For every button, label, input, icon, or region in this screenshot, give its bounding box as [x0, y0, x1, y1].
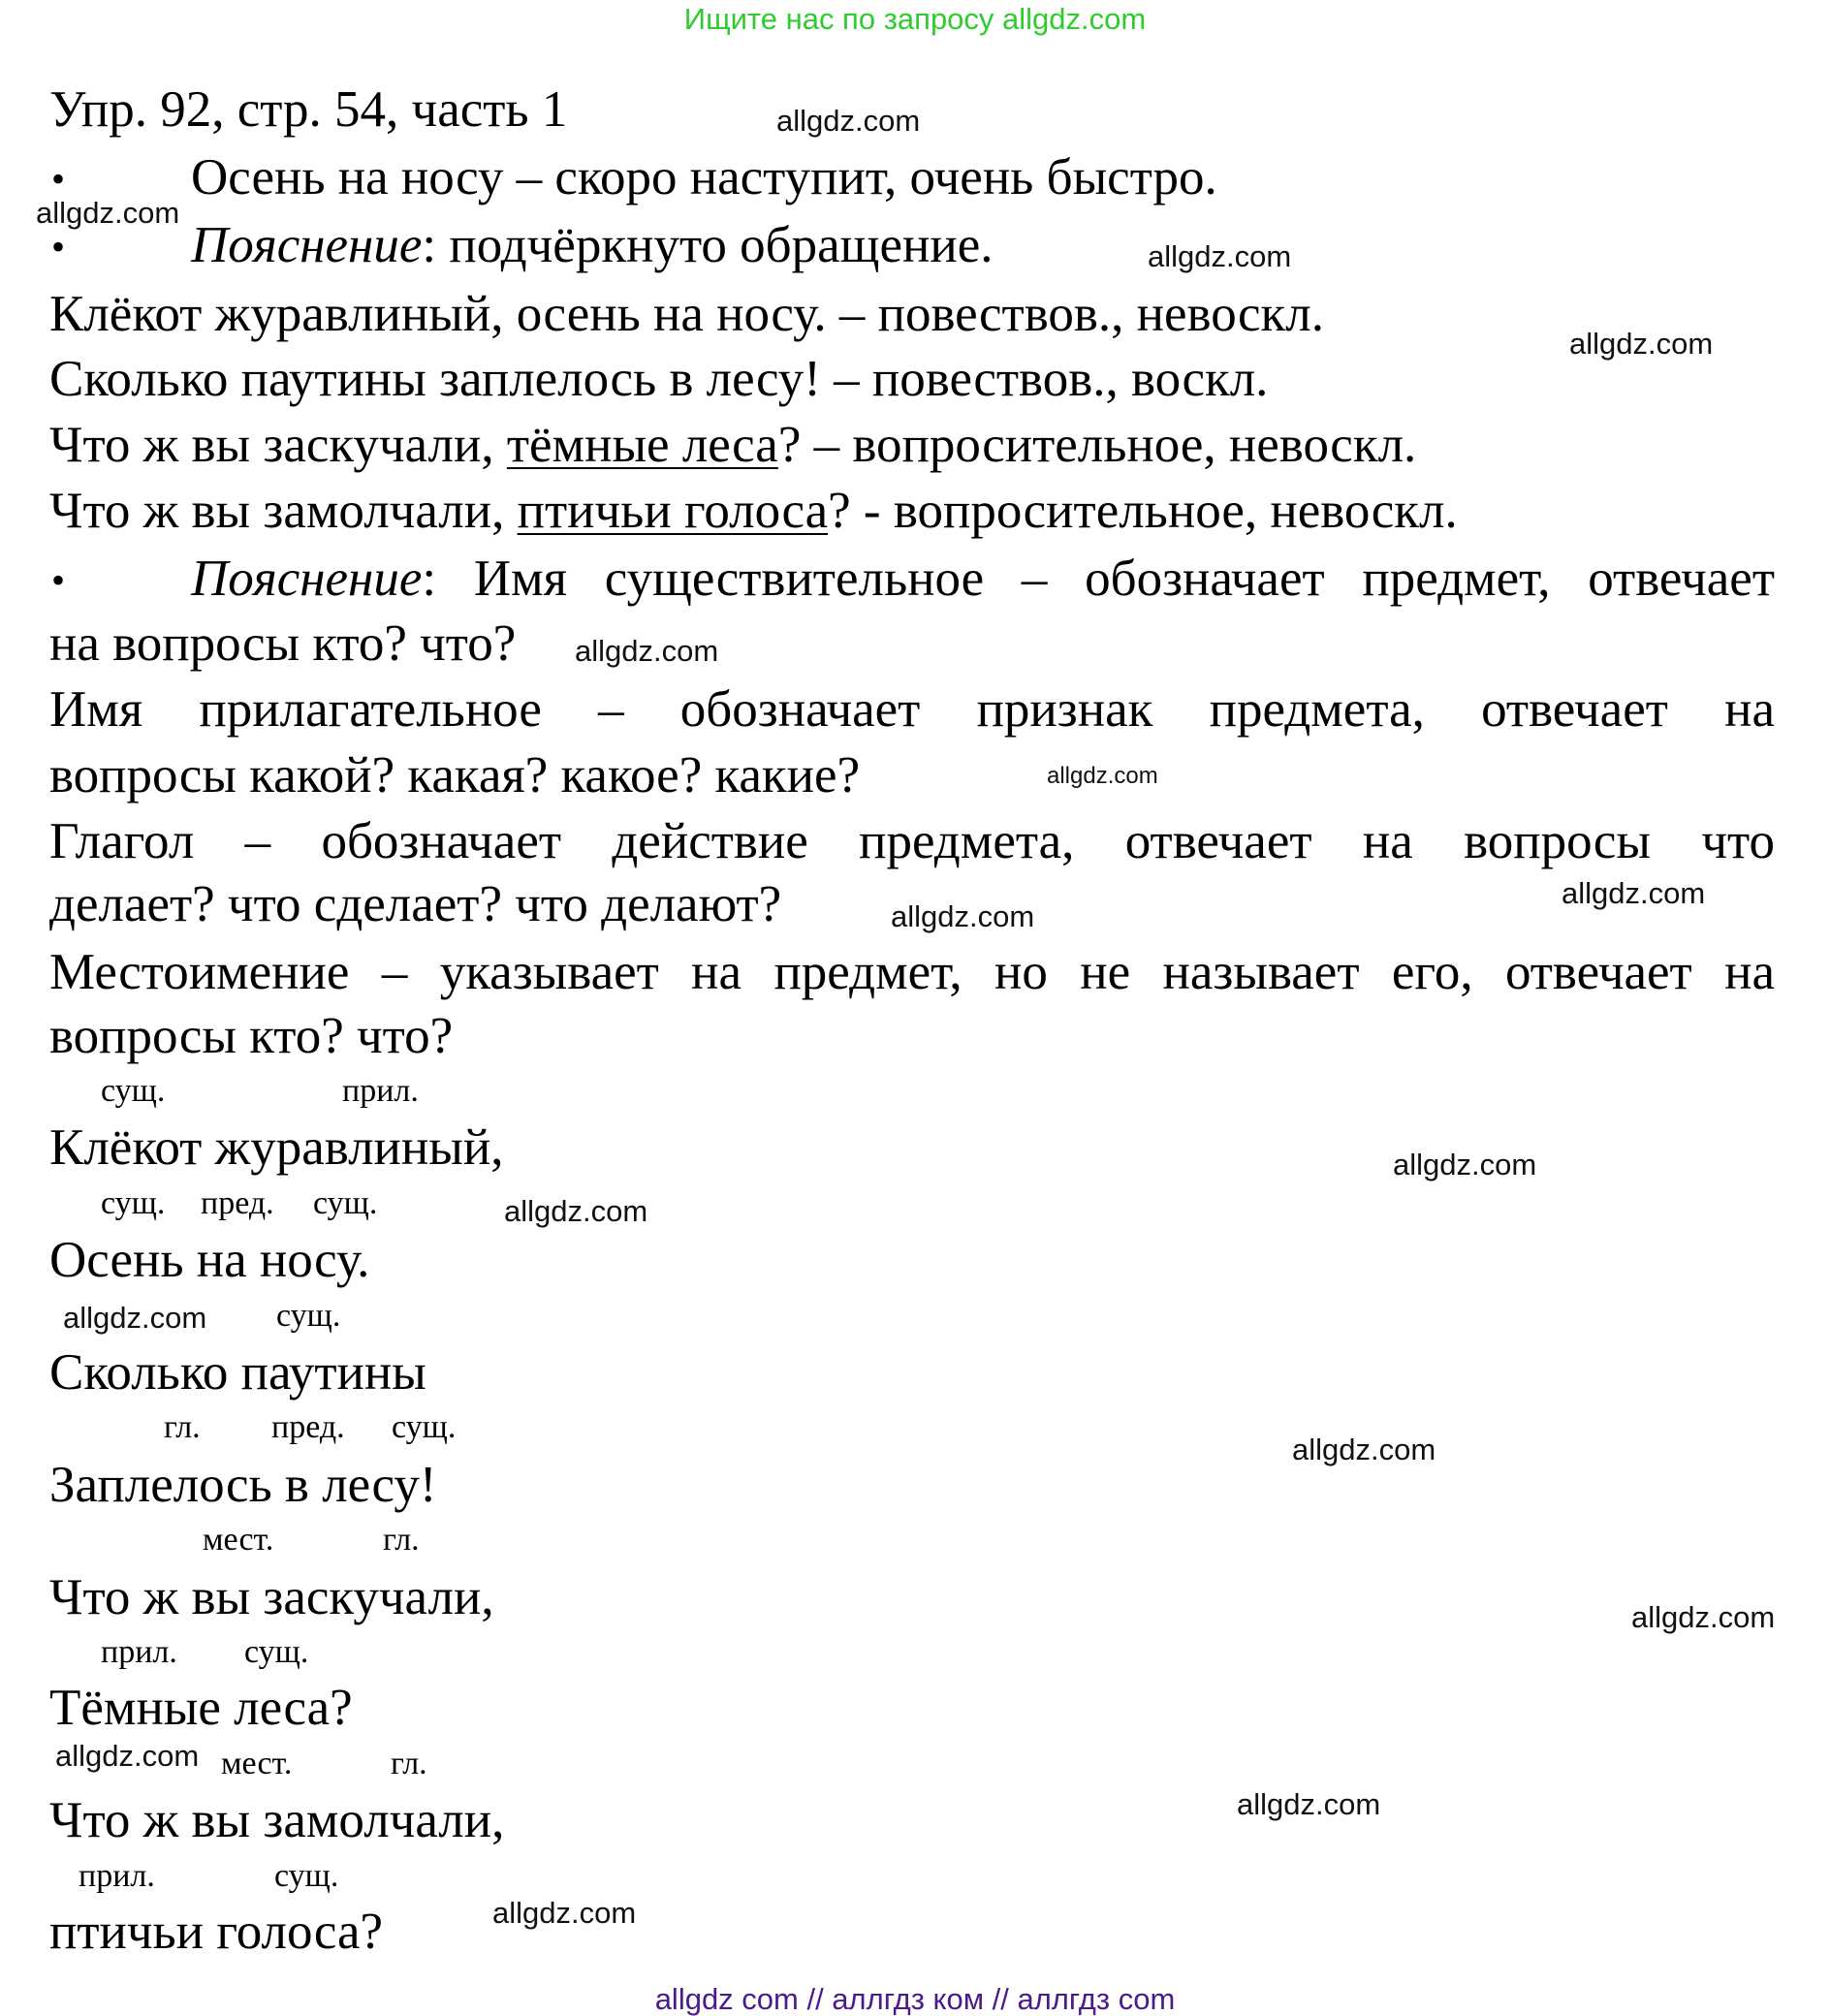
- watermark: allgdz.com: [891, 899, 1035, 933]
- explanation-label: Пояснение: [191, 551, 423, 607]
- footer-banner: allgdz com // аллгдз ком // аллгдз com: [654, 1982, 1176, 2016]
- watermark: allgdz.com: [1631, 1600, 1776, 1634]
- pos-label: сущ.: [244, 1634, 309, 1670]
- text-line: Глагол – обозначает действие предмета, отвечает на вопросы что: [49, 813, 1775, 869]
- text-line: [191, 216, 993, 274]
- pos-label: пред.: [201, 1185, 274, 1221]
- text-line: Осень на носу – скоро наступит, очень быстро.: [191, 149, 1217, 205]
- text-line: [191, 550, 1775, 608]
- bullet: •: [51, 225, 66, 268]
- explanation-label: Пояснение: [191, 217, 423, 273]
- text-line: [49, 482, 1458, 540]
- explanation-text: : подчёркнуто обращение.: [422, 217, 994, 273]
- parsed-line: Заплелось в лесу!: [49, 1457, 437, 1513]
- watermark: allgdz.com: [504, 1194, 648, 1228]
- underlined-address: птичьи голоса: [517, 483, 829, 539]
- parsed-line: Тёмные леса?: [49, 1680, 353, 1736]
- text-line: вопросы кто? что?: [49, 1008, 454, 1064]
- pos-label: мест.: [221, 1746, 293, 1781]
- parsed-line: Что ж вы замолчали,: [49, 1792, 505, 1848]
- text-line: Местоимение – указывает на предмет, но не называет его, отвечает на: [49, 944, 1775, 1000]
- watermark: allgdz.com: [1393, 1148, 1537, 1181]
- underlined-address: тёмные леса: [506, 417, 778, 473]
- watermark: allgdz.com: [36, 196, 180, 230]
- exercise-title: Упр. 92, стр. 54, часть 1: [49, 81, 568, 138]
- text-part: ? – вопросительное, невоскл.: [777, 417, 1417, 473]
- pos-label: прил.: [101, 1634, 177, 1670]
- watermark: allgdz.com: [1562, 876, 1706, 910]
- parsed-line: Клёкот журавлиный,: [49, 1119, 504, 1176]
- watermark: allgdz.com: [1292, 1433, 1436, 1466]
- watermark: allgdz.com: [1148, 239, 1292, 273]
- header-banner: Ищите нас по запросу allgdz.com: [683, 2, 1147, 36]
- watermark: allgdz.com: [63, 1301, 207, 1335]
- pos-label: сущ.: [101, 1185, 166, 1221]
- pos-label: мест.: [203, 1522, 274, 1558]
- watermark: allgdz.com: [55, 1739, 200, 1773]
- explanation-text: : Имя существительное – обозначает предмет, отвечает: [422, 551, 1775, 607]
- text-part: Что ж вы заскучали,: [49, 417, 507, 473]
- watermark: allgdz.com: [1237, 1787, 1381, 1821]
- parsed-line: Что ж вы заскучали,: [49, 1569, 494, 1625]
- pos-label: пред.: [271, 1409, 345, 1445]
- parsed-line: Осень на носу.: [49, 1232, 370, 1288]
- pos-label: прил.: [79, 1858, 155, 1894]
- bullet: •: [51, 157, 66, 201]
- text-line: Имя прилагательное – обозначает признак предмета, отвечает на: [49, 681, 1775, 738]
- text-line: Сколько паутины заплелось в лесу! – повествов., воскл.: [49, 351, 1269, 407]
- pos-label: гл.: [383, 1522, 420, 1558]
- watermark: allgdz.com: [1047, 763, 1158, 789]
- pos-label: сущ.: [276, 1298, 341, 1334]
- pos-label: прил.: [342, 1073, 419, 1109]
- watermark: allgdz.com: [575, 634, 719, 668]
- pos-label: сущ.: [101, 1073, 166, 1109]
- bullet: •: [51, 558, 66, 602]
- pos-label: сущ.: [392, 1409, 457, 1445]
- pos-label: сущ.: [313, 1185, 378, 1221]
- text-part: ? - вопросительное, невоскл.: [828, 483, 1458, 539]
- watermark: allgdz.com: [1569, 327, 1714, 361]
- text-line: на вопросы кто? что?: [49, 615, 517, 672]
- text-part: Что ж вы замолчали,: [49, 483, 518, 539]
- parsed-line: Сколько паутины: [49, 1344, 426, 1401]
- parsed-line: птичьи голоса?: [49, 1904, 384, 1960]
- text-line: [49, 416, 1416, 474]
- pos-label: гл.: [164, 1409, 201, 1445]
- watermark: allgdz.com: [776, 104, 921, 138]
- pos-label: сущ.: [274, 1858, 339, 1894]
- text-line: Клёкот журавлиный, осень на носу. – повествов., невоскл.: [49, 286, 1324, 342]
- pos-label: гл.: [391, 1746, 427, 1781]
- text-line: вопросы какой? какая? какое? какие?: [49, 747, 861, 803]
- text-line: делает? что сделает? что делают?: [49, 876, 782, 932]
- watermark: allgdz.com: [492, 1896, 637, 1930]
